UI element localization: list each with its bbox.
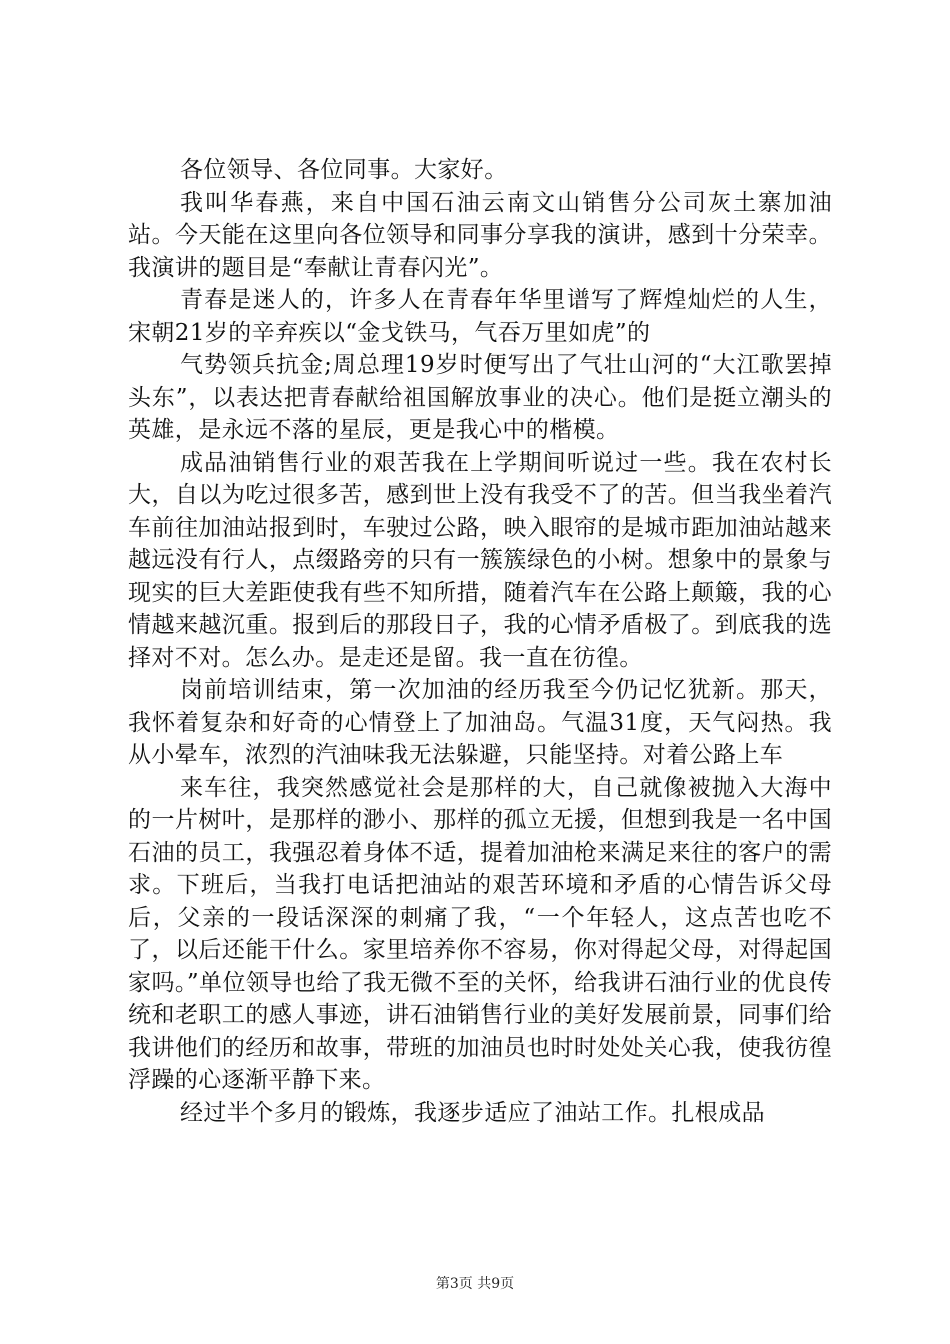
paragraph-introduction: 我叫华春燕，来自中国石油云南文山销售分公司灰土寨加油站。今天能在这里向各位领导和同事分享我的演讲，感到十分荣幸。我演讲的题目是“奉献让青春闪光”。 bbox=[128, 189, 832, 281]
page-number-footer: 第3页 共9页 bbox=[435, 1276, 515, 1292]
paragraph-first-refuel: 岗前培训结束，第一次加油的经历我至今仍记忆犹新。那天，我怀着复杂和好奇的心情登上了加油岛。气温31度，天气闷热。我从小晕车，浓烈的汽油味我无法躲避，只能坚持。对着公路上车 bbox=[128, 677, 832, 768]
paragraph-adaptation: 经过半个多月的锻炼，我逐步适应了油站工作。扎根成品 bbox=[180, 1099, 765, 1126]
paragraph-support: 来车往，我突然感觉社会是那样的大，自己就像被抛入大海中的一片树叶，是那样的渺小、那样的孤立无援，但想到我是一名中国石油的员工，我强忍着身体不适，提着加油枪来满足来往的客户的需求。下班后，当我打电话把油站的艰苦环境和矛盾的心情告诉父母后，父亲的一段话深深的刺痛了我，“一个年轻人，这点苦也吃不了，以后还能干什么。家里培养你不容易，你对得起父母，对得起国家吗。”单位领导也给了我无微不至的关怀，给我讲石油行业的优良传统和老职工的感人事迹，讲石油销售行业的美好发展前景，同事们给我讲他们的经历和故事，带班的加油员也时时处处关心我，使我彷徨浮躁的心逐渐平静下来。 bbox=[128, 774, 832, 1093]
paragraph-youth: 青春是迷人的，许多人在青春年华里谱写了辉煌灿烂的人生，宋朝21岁的辛弃疾以“金戈铁马，气吞万里如虎”的 bbox=[128, 287, 832, 346]
body-text bbox=[128, 154, 832, 1129]
paragraph-greeting: 各位领导、各位同事。大家好。 bbox=[180, 157, 508, 183]
paragraph-heroes: 气势领兵抗金;周总理19岁时便写出了气壮山河的“大江歌罢掉头东”，以表达把青春献给祖国解放事业的决心。他们是挺立潮头的英雄，是永远不落的星辰，更是我心中的楷模。 bbox=[128, 352, 832, 443]
paragraph-hardship: 成品油销售行业的艰苦我在上学期间听说过一些。我在农村长大，自以为吃过很多苦，感到世上没有我受不了的苦。但当我坐着汽车前往加油站报到时，车驶过公路，映入眼帘的是城市距加油站越来越远没有行人，点缀路旁的只有一簇簇绿色的小树。想象中的景象与现实的巨大差距使我有些不知所措，随着汽车在公路上颠簸，我的心情越来越沉重。报到后的那段日子，我的心情矛盾极了。到底我的选择对不对。怎么办。是走还是留。我一直在彷徨。 bbox=[128, 449, 832, 671]
